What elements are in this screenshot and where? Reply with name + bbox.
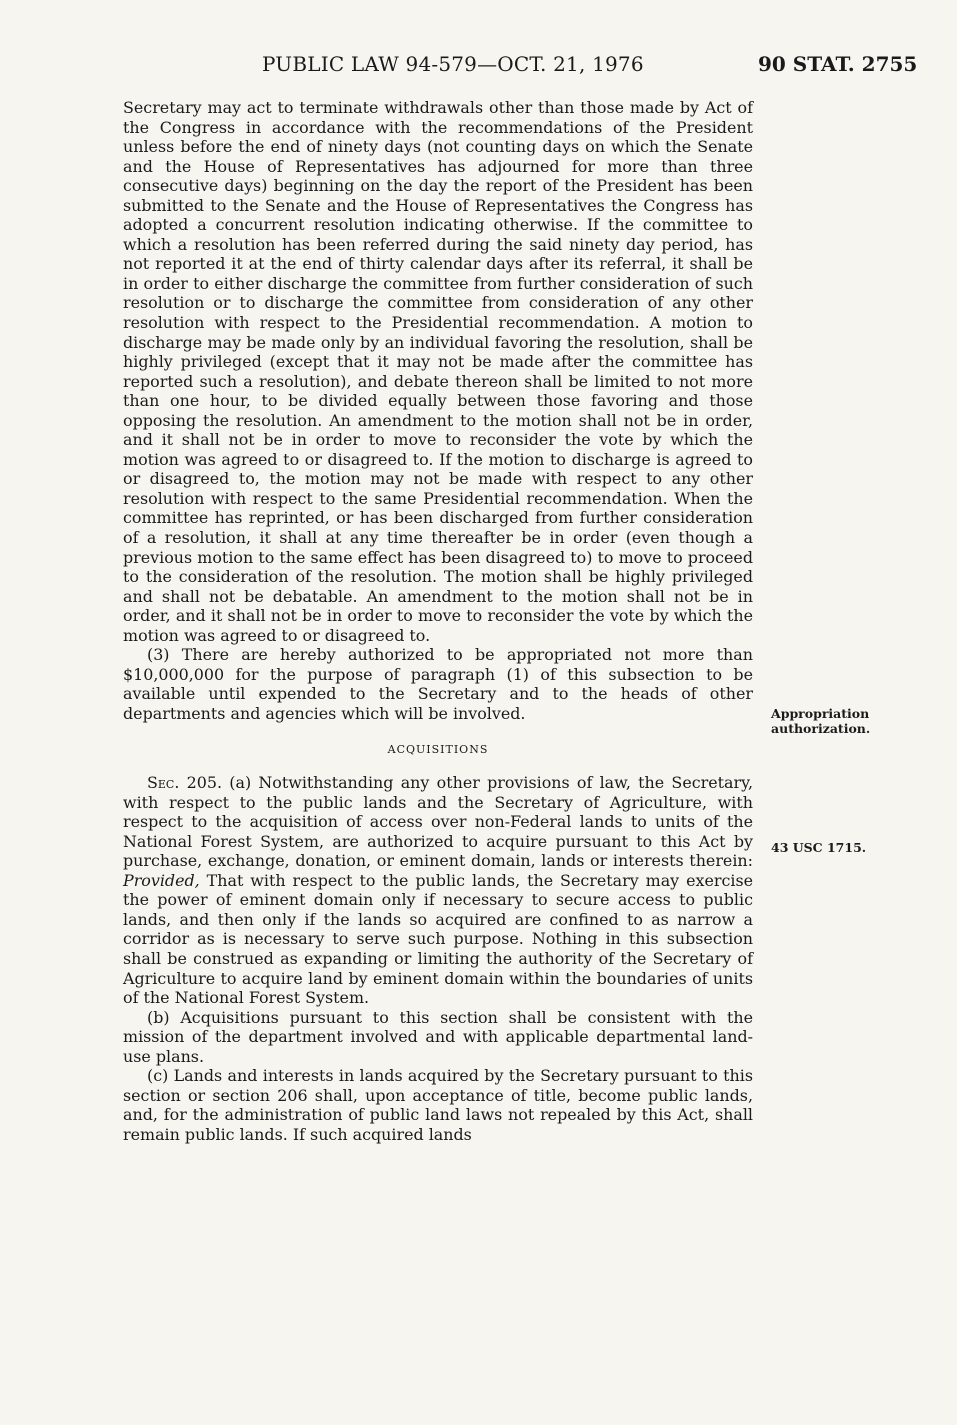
paragraph-sec-205-a (123, 773, 753, 1008)
sec-205-a-text-1: 205. (a) Notwithstanding any other provisions of law, the Secretary, with respect to the public lands and the Secretary of Agriculture, with respect to the acquisition of access over non-Federal lands to units of the National Forest System, are authorized to acquire pursuant to this Act by purchase, exchange, donation, or eminent domain, lands or interests therein: (123, 773, 753, 871)
page-header-stat: 90 STAT. 2755 (758, 52, 918, 76)
page-header-title: PUBLIC LAW 94-579—OCT. 21, 1976 (262, 52, 644, 76)
paragraph-withdrawal-termination: Secretary may act to terminate withdrawals other than those made by Act of the Congress in accordance with the recommendations of the President unless before the end of ninety days (not counting days on which the Senate and the House of Representatives has adjourned for more than three consecutive days) beginning on the day the report of the President has been submitted to the Senate and the House of Representatives the Congress has adopted a concurrent resolution indicating otherwise. If the committee to which a resolution has been referred during the said ninety day period, has not reported it at the end of thirty calendar days after its referral, it shall be in order to either discharge the committee from further consideration of such resolution or to discharge the committee from consideration of any other resolution with respect to the Presidential recommendation. A motion to discharge may be made only by an individual favoring the resolution, shall be highly privileged (except that it may not be made after the committee has reported such a resolution), and debate thereon shall be limited to not more than one hour, to be divided equally between those favoring and those opposing the resolution. An amendment to the motion shall not be in order, and it shall not be in order to move to reconsider the vote by which the motion was agreed to or disagreed to. If the motion to discharge is agreed to or disagreed to, the motion may not be made with respect to any other resolution with respect to the same Presidential recommendation. When the committee has reprinted, or has been discharged from further consideration of a resolution, it shall at any time thereafter be in order (even though a previous motion to the same effect has been disagreed to) to move to proceed to the consideration of the resolution. The motion shall be highly privileged and shall not be debatable. An amendment to the motion shall not be in order, and it shall not be in order to move to reconsider the vote by which the motion was agreed to or disagreed to. (123, 98, 753, 645)
margin-note-appropriation-line1: Appropriation (771, 706, 870, 721)
sec-205-a-text-2: That with respect to the public lands, the Secretary may exercise the power of eminent domain only if necessary to secure access to public lands, and then only if the lands so acquired are confined to as narrow a corridor as is necessary to serve such purpose. Nothing in this subsection shall be construed as expanding or limiting the authority of the Secretary of Agriculture to acquire land by eminent domain within the boundaries of units of the National Forest System. (123, 870, 753, 1008)
paragraph-appropriation: (3) There are hereby authorized to be appropriated not more than $10,000,000 for the purpose of paragraph (1) of this subsection to be available until expended to the Secretary and to the heads of other departments and agencies which will be involved. (123, 645, 753, 723)
section-label: Sec. (147, 773, 180, 793)
body-text (123, 98, 753, 1144)
paragraph-sec-205-c: (c) Lands and interests in lands acquired by the Secretary pursuant to this section or section 206 shall, upon acceptance of title, become public lands, and, for the administration of public land laws not repealed by this Act, shall remain public lands. If such acquired lands (123, 1066, 753, 1144)
paragraph-sec-205-b: (b) Acquisitions pursuant to this section shall be consistent with the mission of the department involved and with applicable departmental land-use plans. (123, 1007, 753, 1066)
section-heading-acquisitions: ACQUISITIONS (387, 742, 489, 756)
margin-note-usc-citation: 43 USC 1715. (771, 840, 867, 855)
provided-italic: Provided, (123, 870, 200, 890)
margin-note-appropriation (771, 706, 870, 736)
margin-note-appropriation-line2: authorization. (771, 721, 871, 736)
